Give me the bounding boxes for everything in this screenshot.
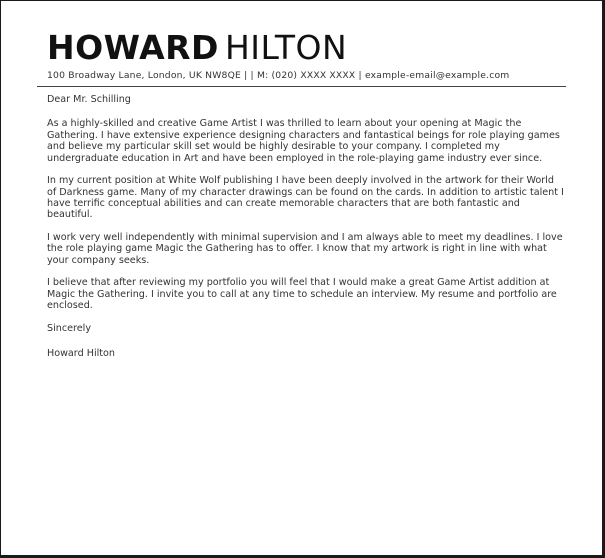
sender-first-name: HOWARD	[47, 28, 219, 67]
paragraph-2: In my current position at White Wolf publishing I have been deeply involved in the artwork for their World of Darkness game. Many of my character drawings can be found on the cards. In addition to artistic talent I have terrific conceptual abilities and can create memorable characters that are both fantastic and beautiful.	[47, 175, 564, 221]
letterhead	[47, 29, 567, 82]
salutation: Dear Mr. Schilling	[47, 94, 131, 105]
contact-line: 100 Broadway Lane, London, UK NW8QE | | M: (020) XXXX XXXX | example-email@example.com	[47, 70, 510, 81]
sender-name	[47, 29, 567, 67]
paragraph-1: As a highly-skilled and creative Game Artist I was thrilled to learn about your opening at Magic the Gathering. I have extensive experience designing characters and fantastical beings for role playing games and believe my particular skill set would be highly desirable to your company. I completed my undergraduate education in Art and have been employed in the role-playing game industry ever since.	[47, 118, 560, 164]
sender-last-name: HILTON	[224, 28, 348, 67]
letter-body	[47, 94, 565, 371]
header-divider	[37, 86, 566, 87]
closing: Sincerely	[47, 322, 91, 334]
signature-name: Howard Hilton	[47, 348, 115, 360]
paragraph-3: I work very well independently with minimal supervision and I am always able to meet my deadlines. I love the role playing game Magic the Gathering has to offer. I know that my artwork is right in line with what your company seeks.	[47, 232, 563, 266]
paragraph-4: I believe that after reviewing my portfolio you will feel that I would make a great Game Artist addition at Magic the Gathering. I invite you to call at any time to schedule an interview. My resume and portfolio are enclosed.	[47, 277, 557, 312]
